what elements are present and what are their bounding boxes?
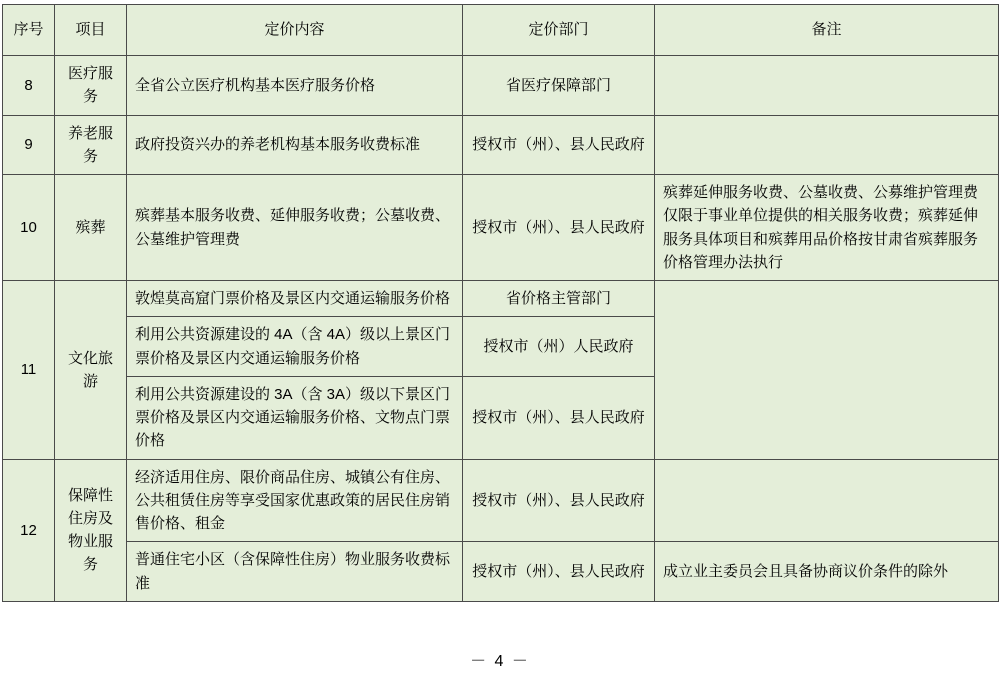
row-number: 8	[3, 56, 55, 116]
row-content: 普通住宅小区（含保障性住房）物业服务收费标准	[127, 542, 463, 602]
page-number: － 4 －	[470, 653, 530, 670]
table-header	[3, 5, 999, 56]
row-remark	[655, 459, 999, 542]
row-remark: 成立业主委员会且具备协商议价条件的除外	[655, 542, 999, 602]
row-content: 敦煌莫高窟门票价格及景区内交通运输服务价格	[127, 281, 463, 317]
column-header-remark: 备注	[655, 5, 999, 56]
row-department: 授权市（州）、县人民政府	[463, 459, 655, 542]
row-item: 殡葬	[55, 175, 127, 281]
row-item: 保障性住房及物业服务	[55, 459, 127, 601]
row-department: 授权市（州）、县人民政府	[463, 175, 655, 281]
table-row	[3, 175, 999, 281]
row-content: 政府投资兴办的养老机构基本服务收费标准	[127, 115, 463, 175]
row-department: 省医疗保障部门	[463, 56, 655, 116]
pricing-catalog-table	[2, 4, 999, 602]
table-row	[3, 281, 999, 317]
table-row	[3, 542, 999, 602]
row-remark	[655, 56, 999, 116]
row-remark: 殡葬延伸服务收费、公墓收费、公募维护管理费仅限于事业单位提供的相关服务收费；殡葬延伸服务具体项目和殡葬用品价格按甘肃省殡葬服务价格管理办法执行	[655, 175, 999, 281]
table-row	[3, 115, 999, 175]
column-header-no: 序号	[3, 5, 55, 56]
row-number: 10	[3, 175, 55, 281]
row-item: 文化旅游	[55, 281, 127, 460]
row-content: 殡葬基本服务收费、延伸服务收费；公墓收费、公墓维护管理费	[127, 175, 463, 281]
row-number: 9	[3, 115, 55, 175]
row-department: 授权市（州）、县人民政府	[463, 376, 655, 459]
column-header-item: 项目	[55, 5, 127, 56]
document-page	[0, 4, 1000, 685]
row-content: 全省公立医疗机构基本医疗服务价格	[127, 56, 463, 116]
row-content: 利用公共资源建设的 3A（含 3A）级以下景区门票价格及景区内交通运输服务价格、文物点门票价格	[127, 376, 463, 459]
row-remark	[655, 115, 999, 175]
row-remark	[655, 281, 999, 460]
table-row	[3, 56, 999, 116]
table-row	[3, 459, 999, 542]
row-department: 授权市（州）、县人民政府	[463, 542, 655, 602]
row-number: 12	[3, 459, 55, 601]
column-header-department: 定价部门	[463, 5, 655, 56]
column-header-content: 定价内容	[127, 5, 463, 56]
table-body	[3, 56, 999, 602]
row-department: 授权市（州）、县人民政府	[463, 115, 655, 175]
row-content: 利用公共资源建设的 4A（含 4A）级以上景区门票价格及景区内交通运输服务价格	[127, 317, 463, 377]
row-department: 授权市（州）人民政府	[463, 317, 655, 377]
row-item: 养老服务	[55, 115, 127, 175]
row-item: 医疗服务	[55, 56, 127, 116]
row-department: 省价格主管部门	[463, 281, 655, 317]
row-number: 11	[3, 281, 55, 460]
row-content: 经济适用住房、限价商品住房、城镇公有住房、公共租赁住房等享受国家优惠政策的居民住房销售价格、租金	[127, 459, 463, 542]
table-header-row	[3, 5, 999, 56]
